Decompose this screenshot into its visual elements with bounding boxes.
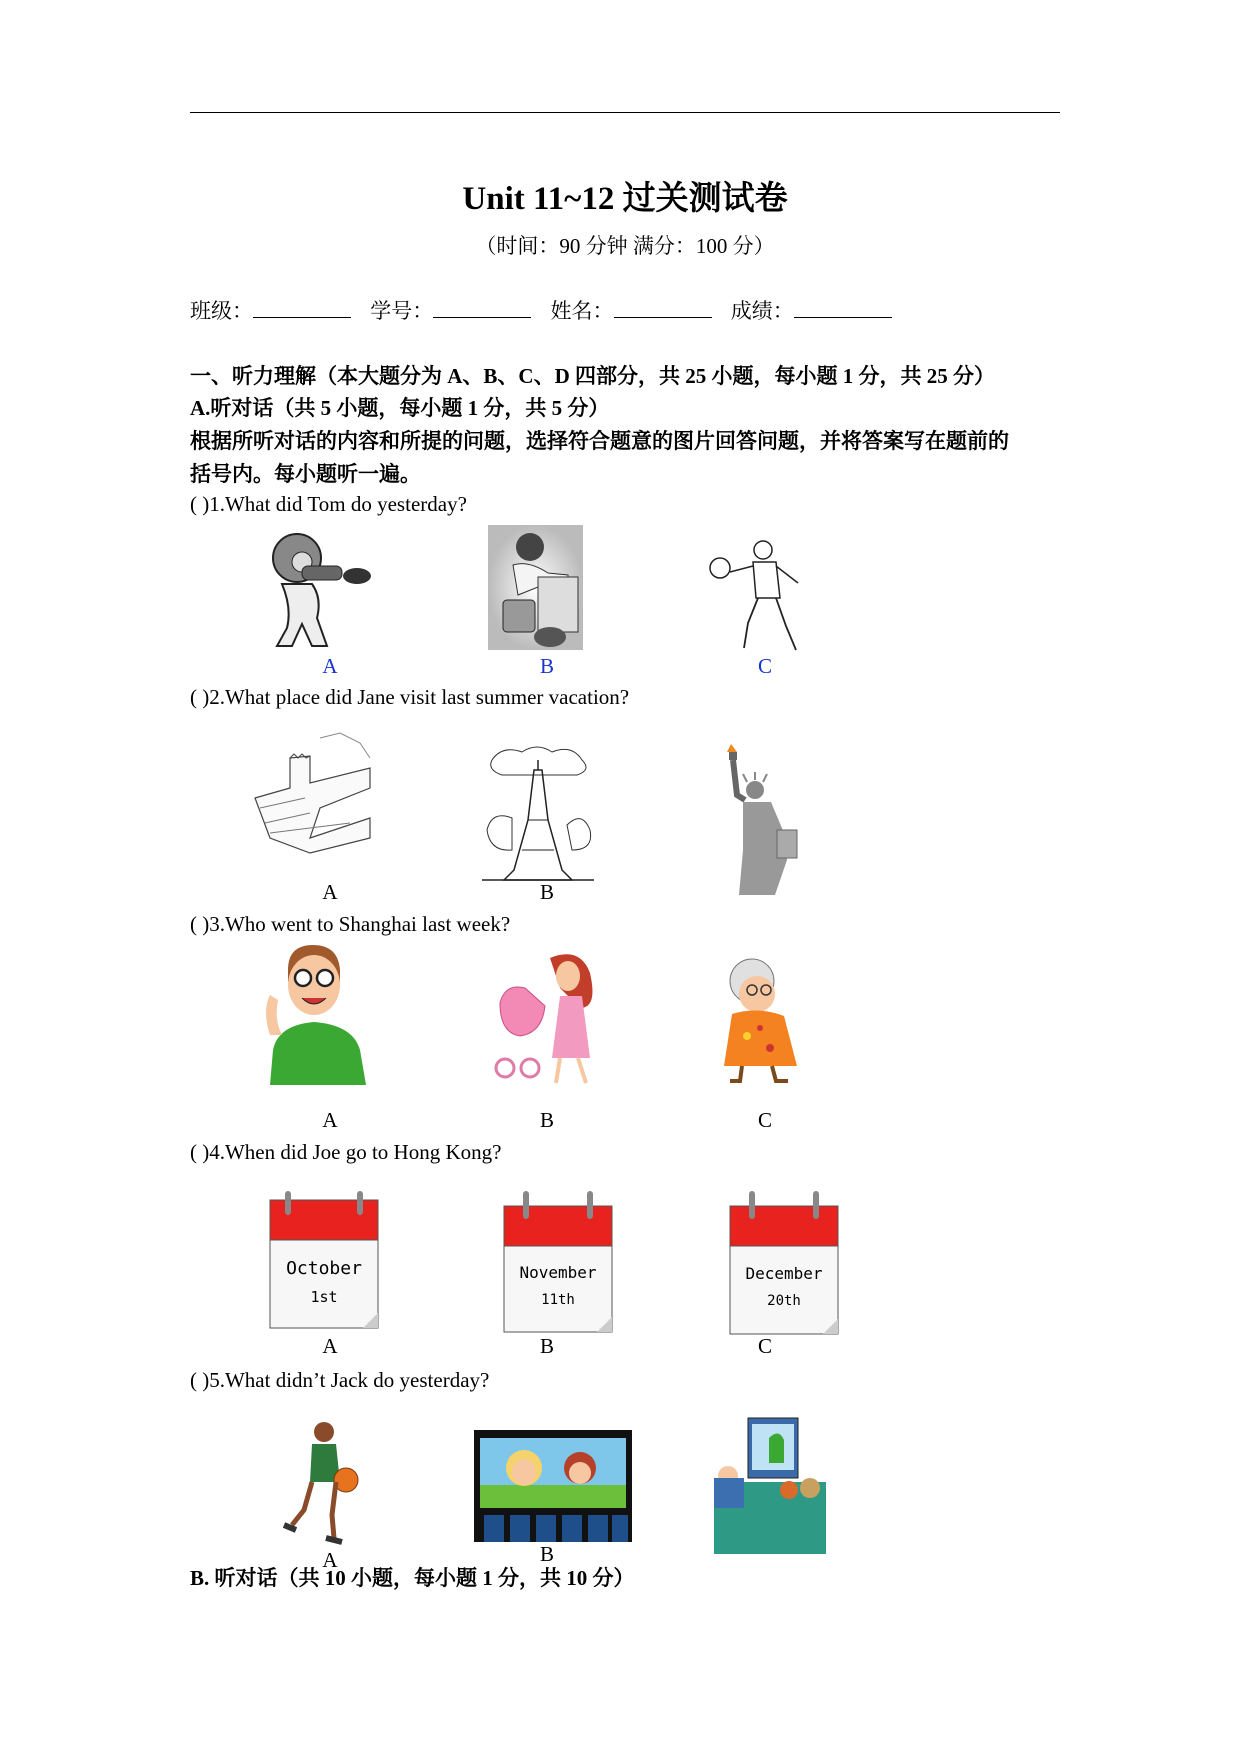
calendar-november-icon [502,1188,614,1340]
statue-of-liberty-icon [715,740,805,895]
question-2: ( )2.What place did Jane visit last summer vacation? [190,685,630,709]
instruction-line-2: 括号内。每小题听一遍。 [190,462,421,486]
question-3: ( )3.Who went to Shanghai last week? [190,912,511,936]
q4-option-c: C [757,1334,772,1358]
calendar-c-day: 20th [767,1293,801,1309]
class-label: 班级： [190,299,253,323]
class-blank[interactable] [253,297,351,318]
q3-option-a: A [322,1108,338,1132]
student-info-row [190,295,906,325]
part-b-title: B. 听对话（共 10 小题，每小题 1 分，共 10 分） [190,1566,635,1590]
q5-option-b: B [539,1542,554,1566]
question-4: ( )4.When did Joe go to Hong Kong? [190,1140,502,1164]
great-wall-icon [250,728,375,856]
name-blank[interactable] [614,297,712,318]
boy-doing-homework-icon [488,525,583,650]
header-rule [190,112,1060,113]
exam-page [190,0,1060,1754]
calendar-december-icon [728,1188,840,1343]
name-label: 姓名： [550,299,614,323]
instruction-line-1: 根据所听对话的内容和所提的问题，选择符合题意的图片回答问题，并将答案写在题前的 [190,429,1009,453]
question-5: ( )5.What didn’t Jack do yesterday? [190,1368,490,1392]
baseball-player-icon [262,528,372,650]
basketball-player-icon [708,538,808,658]
grandmother-icon [712,956,807,1084]
calendar-c-month: December [745,1264,823,1283]
student-number-blank[interactable] [433,297,531,318]
q4-option-b: B [539,1334,554,1358]
exam-title: Unit 11~12 过关测试卷 [462,181,788,217]
calendar-a-day: 1st [310,1288,338,1306]
exam-subtitle: （时间：90 分钟 满分：100 分） [475,234,775,258]
calendar-b-day: 11th [541,1292,575,1308]
q1-option-a: A [322,654,338,678]
eiffel-tower-icon [482,740,594,888]
q3-option-b: B [539,1108,554,1132]
calendar-b-month: November [519,1263,597,1282]
q1-option-b: B [539,654,554,678]
woman-with-stroller-icon [490,948,602,1086]
q3-option-c: C [757,1108,772,1132]
student-number-label: 学号： [370,299,434,323]
q4-option-a: A [322,1334,338,1358]
part-a-title: A.听对话（共 5 小题，每小题 1 分，共 5 分） [190,396,610,420]
calendar-a-month: October [286,1258,362,1279]
question-1: ( )1.What did Tom do yesterday? [190,492,467,516]
q2-option-a: A [322,880,338,904]
boy-playing-basketball-icon [274,1420,366,1546]
q2-option-b: B [539,880,554,904]
man-with-glasses-icon [258,940,380,1085]
family-watching-tv-icon [714,1418,826,1554]
score-blank[interactable] [794,297,892,318]
calendar-october-icon [268,1188,380,1337]
section-heading: 一、听力理解（本大题分为 A、B、C、D 四部分，共 25 小题，每小题 1 分，共 25 分） [190,364,996,388]
score-label: 成绩： [730,299,794,323]
q5-option-a: A [322,1548,338,1572]
people-at-cinema-icon [474,1430,632,1542]
q1-option-c: C [757,654,772,678]
